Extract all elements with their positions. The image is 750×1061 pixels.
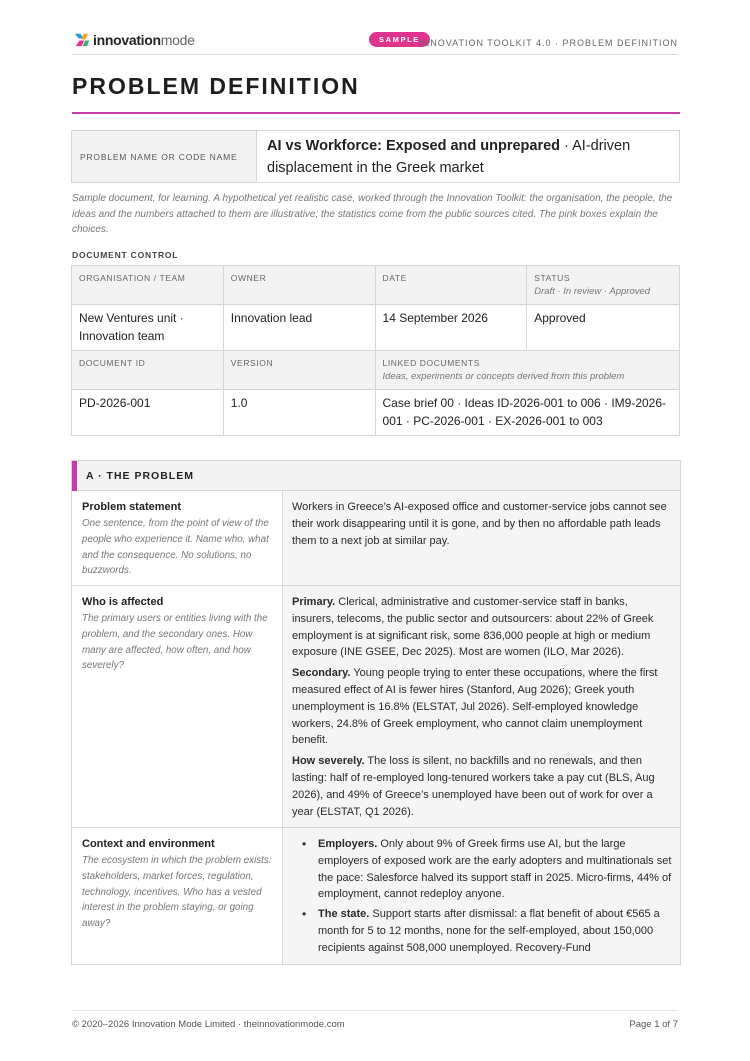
primary-paragraph: Primary. Clerical, administrative and customer-service staff in banks, insurers, telecoms, the public sector and outsourcers: about 22% of Greek employment is at significant risk, some 836,000 people at high or medium exposure (INE GSEE, Dec 2025). Most are women (ILO, Mar 2026). bbox=[292, 596, 654, 659]
date-value: 14 September 2026 bbox=[375, 305, 527, 351]
who-is-affected-text[interactable] bbox=[283, 586, 680, 827]
page-number: Page 1 of 7 bbox=[629, 1019, 678, 1030]
title-divider bbox=[72, 112, 680, 114]
version-value: 1.0 bbox=[223, 390, 375, 436]
row-hint: One sentence, from the point of view of the people who experience it. Name who, what and the consequence. No solutions, no buzzwords. bbox=[82, 518, 269, 577]
owner-value: Innovation lead bbox=[223, 305, 375, 351]
header-version: VERSION bbox=[223, 351, 375, 390]
row-label-cell bbox=[72, 586, 283, 827]
docid-value: PD-2026-001 bbox=[72, 390, 224, 436]
status-value: Approved bbox=[527, 305, 680, 351]
linked-value: Case brief 00 · Ideas ID-2026-001 to 006 · IM9-2026-001 · PC-2026-001 · EX-2026-001 to 003 bbox=[375, 390, 679, 436]
header-org: ORGANISATION / TEAM bbox=[72, 266, 224, 305]
list-item: • The state. Support starts after dismissal: a flat benefit of about €565 a month for 5 to 12 months, none for the self-employed, about 150,000 recipients against 508,000 unemployed. Recovery-Fund bbox=[308, 906, 672, 956]
header-linked: LINKED DOCUMENTS Ideas, experiments or concepts derived from this problem bbox=[375, 351, 679, 390]
header-divider bbox=[72, 54, 678, 55]
document-control-table bbox=[71, 265, 680, 436]
row-label-cell bbox=[72, 828, 283, 965]
header-owner: OWNER bbox=[223, 266, 375, 305]
header-docid: DOCUMENT ID bbox=[72, 351, 224, 390]
page-footer bbox=[72, 1010, 678, 1030]
section-header bbox=[72, 461, 680, 491]
linked-hint: Ideas, experiments or concepts derived from this problem bbox=[382, 371, 625, 382]
section-accent-bar bbox=[72, 461, 77, 491]
section-the-problem bbox=[71, 460, 681, 965]
row-who-is-affected bbox=[72, 586, 680, 828]
document-control-heading: DOCUMENT CONTROL bbox=[72, 250, 179, 260]
row-label-cell bbox=[72, 491, 283, 585]
logo-wordmark: innovationmode bbox=[93, 31, 195, 48]
page-title: PROBLEM DEFINITION bbox=[72, 73, 360, 99]
problem-statement-text[interactable]: Workers in Greece’s AI-exposed office and customer-service jobs cannot see their work disappearing until it is gone, and by then no affordable path leads them to a next job at similar pay. bbox=[283, 491, 680, 585]
status-hint: Draft · In review · Approved bbox=[534, 286, 651, 297]
intro-note: Sample document, for learning. A hypothetical yet realistic case, worked through the Innovation Toolkit: the organisation, the people, the ideas and the numbers attached to them are illustrative; the statistics come from the public sources cited. The pink boxes explain the choices. bbox=[72, 193, 673, 235]
problem-name-value bbox=[257, 131, 679, 182]
context-list bbox=[292, 836, 672, 957]
innovationmode-logo[interactable] bbox=[72, 30, 195, 49]
context-text[interactable] bbox=[283, 828, 680, 965]
org-value: New Ventures unit · Innovation team bbox=[72, 305, 224, 351]
problem-name-box bbox=[71, 130, 680, 183]
header-status: STATUS Draft · In review · Approved bbox=[527, 266, 680, 305]
problem-name-bold: AI vs Workforce: Exposed and unprepared bbox=[267, 138, 561, 154]
row-context-environment bbox=[72, 828, 680, 965]
row-hint: The ecosystem in which the problem exists: stakeholders, market forces, regulation, technology, incentives. Who has a vested interest in the problem staying, or going away? bbox=[82, 855, 272, 930]
secondary-paragraph: Secondary. Young people trying to enter these occupations, where the first measured effect of AI is fewer hires (Stanford, Aug 2026); Greek youth unemployment is 16.8% (ELSTAT, Jul 2026). Self-employed knowledge workers, 24.8% of Greek employment, who cannot claim unemployment benefit. bbox=[292, 667, 658, 747]
section-title: A · THE PROBLEM bbox=[86, 469, 194, 482]
header-date: DATE bbox=[375, 266, 527, 305]
page-header bbox=[72, 28, 678, 56]
logo-mark-icon bbox=[72, 30, 91, 49]
toolkit-label: INNOVATION TOOLKIT 4.0 · PROBLEM DEFINITION bbox=[419, 38, 678, 48]
severity-paragraph: How severely. The loss is silent, no backfills and no renewals, and then lasting: half of re-employed long-tenured workers take a pay cut (BLS, Aug 2026), and 49% of Greece’s unemployed have been out of work for over a year (ELSTAT, Q1 2026). bbox=[292, 755, 655, 818]
problem-name-label: PROBLEM NAME OR CODE NAME bbox=[72, 131, 257, 182]
row-label: Who is affected bbox=[82, 596, 164, 608]
row-problem-statement bbox=[72, 491, 680, 586]
row-label: Problem statement bbox=[82, 501, 182, 513]
list-item: • Employers. Only about 9% of Greek firms use AI, but the large employers of exposed work are the early adopters and multinationals set the pace: Salesforce halved its support staff in 2025. Micro-firms, 44% of employment, cannot redeploy anyone. bbox=[308, 836, 672, 903]
row-hint: The primary users or entities living with the problem, and the secondary ones. How many are affected, how often, and how severely? bbox=[82, 613, 268, 672]
sample-badge: SAMPLE bbox=[369, 32, 430, 47]
copyright: © 2020–2026 Innovation Mode Limited · theinnovationmode.com bbox=[72, 1019, 345, 1030]
row-label: Context and environment bbox=[82, 838, 215, 850]
problem-name-rest: · AI-driven displacement in the Greek market bbox=[267, 138, 631, 176]
